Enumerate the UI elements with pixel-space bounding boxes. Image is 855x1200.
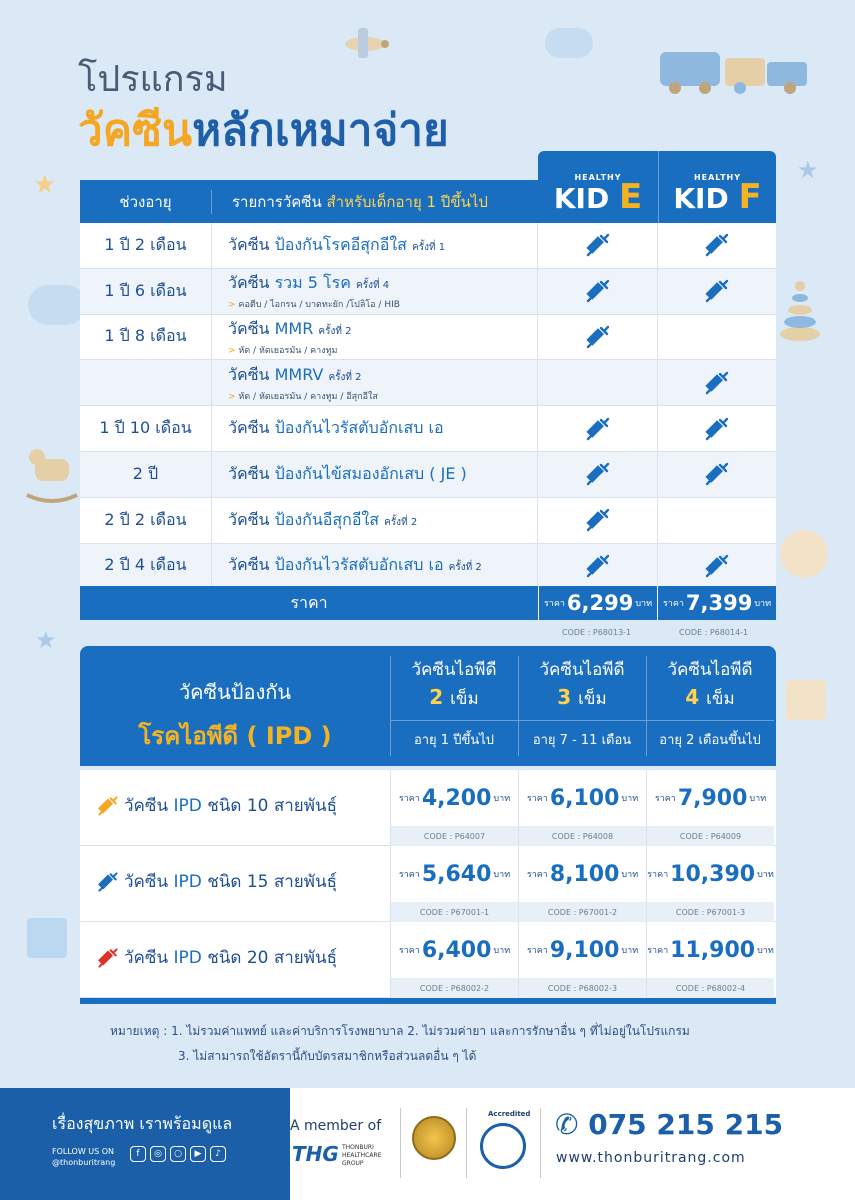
ipd-vaccine-name xyxy=(96,944,337,971)
row-age: 1 ปี 6 เดือน xyxy=(80,269,212,314)
syringe-icon xyxy=(703,369,731,397)
vaccine-sub: > หัด / หัดเยอรมัน / คางทูม xyxy=(228,345,338,356)
ipd-code: CODE : P68002-4 xyxy=(646,978,774,998)
row-age: 1 ปี 8 เดือน xyxy=(80,315,212,360)
block-toy-illustration xyxy=(27,918,67,958)
ipd-prefix: วัคซีน xyxy=(124,948,169,968)
note-line2: 3. ไม่สามารถใช้อัตรานี้กับบัตรสมาชิกหรือส่วนลดอื่น ๆ ได้ xyxy=(178,1049,477,1063)
vaccine-disease: MMR xyxy=(274,318,314,338)
price-value: 10,390 xyxy=(670,861,756,887)
ipd-strain: ชนิด 10 สายพันธุ์ xyxy=(207,796,337,816)
price-kid-f xyxy=(657,586,776,620)
price-prefix: ราคา xyxy=(398,946,420,956)
header-list-label: รายการวัคซีน xyxy=(232,192,322,211)
code-kid-f: CODE : P68014-1 xyxy=(679,628,749,637)
note-line1: หมายเหตุ : 1. ไม่รวมค่าแพทย์ และค่าบริการโรงพยาบาล 2. ไม่รวมค่ายา และการรักษาอื่น ๆ ที่ไม่อยู่ในโปรแกรม xyxy=(110,1024,690,1038)
website-link[interactable]: www.thonburitrang.com xyxy=(556,1150,746,1166)
ipd-prefix: วัคซีน xyxy=(124,796,169,816)
header-age: ช่วงอายุ xyxy=(80,190,212,214)
vaccine-name xyxy=(228,233,537,258)
syringe-icon xyxy=(584,506,612,534)
row-age: 1 ปี 2 เดือน xyxy=(80,223,212,268)
vaccine-sub: > คอตีบ / ไอกรน / บาดทะยัก /โปลิโอ / HIB xyxy=(228,300,400,311)
ipd-tag: IPD xyxy=(173,947,202,968)
col-dose-num: 4 xyxy=(685,685,700,709)
ipd-strain: ชนิด 15 สายพันธุ์ xyxy=(207,872,337,892)
price-unit: บาท xyxy=(493,870,511,880)
vaccine-sub-text: หัด / หัดเยอรมัน / คางทูม / อีสุกอีใส xyxy=(238,391,378,402)
row-vaccine xyxy=(212,223,538,268)
row-vaccine xyxy=(212,498,538,543)
ipd-code: CODE : P64008 xyxy=(518,826,646,846)
col-age: อายุ 2 เดือนขึ้นไป xyxy=(646,720,774,750)
thg-logo: THG xyxy=(292,1142,339,1166)
line-icon[interactable]: ○ xyxy=(170,1146,186,1162)
row-age: 1 ปี 10 เดือน xyxy=(80,406,212,451)
price-value: 8,100 xyxy=(549,861,620,887)
ipd-price-cell xyxy=(518,770,646,826)
syringe-icon xyxy=(584,323,612,351)
phone-text: 075 215 215 xyxy=(588,1108,784,1141)
table1-body xyxy=(80,223,776,589)
footer-slogan: เรื่องสุขภาพ เราพร้อมดูแล xyxy=(52,1114,233,1133)
star-decoration: ★ xyxy=(797,156,819,184)
ipd-code: CODE : P68002-2 xyxy=(390,978,518,998)
vaccine-prefix: วัคซีน xyxy=(228,318,270,338)
row-vaccine xyxy=(212,360,538,405)
ipd-column-header xyxy=(518,656,646,750)
price-unit: บาท xyxy=(757,870,774,880)
thg-subtitle xyxy=(342,1144,381,1168)
syringe-icon xyxy=(703,460,731,488)
row-vaccine xyxy=(212,452,538,497)
table-row xyxy=(80,544,776,590)
cell-kid-f xyxy=(658,269,776,314)
ipd-code: CODE : P67001-2 xyxy=(518,902,646,922)
col-title: วัคซีนไอพีดี xyxy=(667,660,753,680)
cloud-decoration xyxy=(780,530,828,578)
ipd-code: CODE : P68002-3 xyxy=(518,978,646,998)
cell-kid-e xyxy=(538,360,658,405)
price-unit: บาท xyxy=(754,599,772,609)
ipd-column-header xyxy=(646,656,774,750)
member-of-label: A member of xyxy=(290,1118,382,1134)
vaccine-prefix: วัคซีน xyxy=(228,555,270,575)
col-age: อายุ 1 ปีขึ้นไป xyxy=(390,720,518,750)
block-toy-illustration xyxy=(786,680,826,720)
cell-kid-e xyxy=(538,498,658,543)
col-dose-num: 3 xyxy=(557,685,572,709)
price-unit: บาท xyxy=(493,946,511,956)
price-value: 9,100 xyxy=(549,937,620,963)
vaccine-disease: ป้องกันโรคอีสุกอีใส xyxy=(274,234,407,254)
vaccine-sub-text: คอตีบ / ไอกรน / บาดทะยัก /โปลิโอ / HIB xyxy=(238,300,400,311)
price-unit: บาท xyxy=(621,946,639,956)
cell-kid-f xyxy=(658,315,776,360)
syringe-icon xyxy=(96,870,120,894)
vaccine-name xyxy=(228,317,537,342)
syringe-icon xyxy=(703,415,731,443)
cell-kid-f xyxy=(658,498,776,543)
table-row xyxy=(80,269,776,315)
price-prefix: ราคา xyxy=(543,599,565,609)
row-vaccine xyxy=(212,315,538,360)
vaccine-name xyxy=(228,508,537,533)
vaccine-name xyxy=(228,416,537,441)
phone-icon: ✆ xyxy=(555,1108,579,1141)
price-unit: บาท xyxy=(493,794,511,804)
price-prefix: ราคา xyxy=(526,870,548,880)
kid-f-letter: F xyxy=(738,177,762,217)
table1-price-row xyxy=(80,586,776,620)
footer xyxy=(0,1088,855,1200)
package-kid-f-header xyxy=(658,151,776,223)
vaccine-prefix: วัคซีน xyxy=(228,509,270,529)
stacking-toy-illustration xyxy=(778,276,822,342)
row-age: 2 ปี xyxy=(80,452,212,497)
title-package: หลักเหมาจ่าย xyxy=(192,105,449,156)
syringe-icon xyxy=(584,231,612,259)
cell-kid-e xyxy=(538,544,658,589)
syringe-icon xyxy=(96,946,120,970)
ipd-price-cell xyxy=(646,922,774,978)
ipd-price-cell xyxy=(518,922,646,978)
syringe-icon xyxy=(703,231,731,259)
ipd-vaccine-name xyxy=(96,792,337,819)
vaccine-disease: ป้องกันอีสุกอีใส xyxy=(274,509,380,529)
ipd-label-a: วัคซีนป้องกัน xyxy=(178,680,292,704)
thg-sub-2: HEALTHCARE xyxy=(342,1152,382,1159)
col-dose-unit: เข็ม xyxy=(578,689,607,709)
price-value: 7,900 xyxy=(677,785,748,811)
title-vaccine: วัคซีน xyxy=(78,105,193,156)
vaccine-dose: ครั้งที่ 2 xyxy=(328,371,362,383)
ipd-code: CODE : P64007 xyxy=(390,826,518,846)
cell-kid-f xyxy=(658,223,776,268)
facebook-icon[interactable]: f xyxy=(130,1146,146,1162)
kid-f-healthy: HEALTHY xyxy=(693,173,742,182)
header-list-highlight: สำหรับเด็กอายุ 1 ปีขึ้นไป xyxy=(326,192,488,211)
price-prefix: ราคา xyxy=(526,794,548,804)
cell-kid-f xyxy=(658,406,776,451)
row-age xyxy=(80,360,212,405)
ipd-price-cell xyxy=(646,770,774,826)
table-row xyxy=(80,846,776,922)
vaccine-prefix: วัคซีน xyxy=(228,463,270,483)
price-prefix: ราคา xyxy=(654,794,676,804)
vaccine-disease: MMRV xyxy=(274,364,324,384)
ipd-price-cell xyxy=(390,846,518,902)
table1-header xyxy=(80,180,538,223)
social-handle: @thonburitrang xyxy=(52,1158,116,1167)
kid-e-kid: KID xyxy=(553,182,610,215)
follow-us xyxy=(52,1146,115,1168)
vaccine-name xyxy=(228,271,537,296)
follow-label: FOLLOW US ON xyxy=(52,1147,115,1156)
divider xyxy=(466,1108,467,1178)
kid-f-kid: KID xyxy=(673,182,729,215)
ipd-strain: ชนิด 20 สายพันธุ์ xyxy=(207,948,337,968)
ipd-code: CODE : P64009 xyxy=(646,826,774,846)
ipd-code: CODE : P67001-3 xyxy=(646,902,774,922)
vaccine-disease: ป้องกันไวรัสตับอักเสบ เอ xyxy=(274,555,444,575)
ipd-column-header xyxy=(390,656,518,750)
vaccine-disease: ป้องกันไข้สมองอักเสบ ( JE ) xyxy=(274,463,467,483)
code-kid-e: CODE : P68013-1 xyxy=(562,628,632,637)
kid-e-letter: E xyxy=(618,177,643,217)
cell-kid-e xyxy=(538,452,658,497)
vaccine-name xyxy=(228,553,537,578)
table-row xyxy=(80,223,776,269)
cell-kid-e xyxy=(538,406,658,451)
price-prefix: ราคา xyxy=(662,599,684,609)
ipd-price-cell xyxy=(646,846,774,902)
cell-kid-f xyxy=(658,360,776,405)
cloud-decoration xyxy=(545,28,593,58)
divider xyxy=(400,1108,401,1178)
row-age: 2 ปี 2 เดือน xyxy=(80,498,212,543)
table-row xyxy=(80,315,776,361)
cell-kid-e xyxy=(538,269,658,314)
price-unit: บาท xyxy=(757,946,774,956)
vaccine-prefix: วัคซีน xyxy=(228,273,270,293)
footer-left-panel xyxy=(0,1088,290,1200)
package-kid-e-header xyxy=(538,151,658,223)
price-value: 5,640 xyxy=(421,861,492,887)
vaccine-dose: ครั้งที่ 2 xyxy=(448,562,482,574)
table2-header xyxy=(80,646,776,766)
social-icons xyxy=(130,1146,226,1162)
table-row xyxy=(80,406,776,452)
cell-kid-f xyxy=(658,544,776,589)
star-decoration: ★ xyxy=(35,626,57,654)
col-doses xyxy=(390,685,518,712)
price-label: ราคา xyxy=(290,592,328,612)
thg-sub-1: THONBURI xyxy=(342,1144,374,1151)
ipd-label xyxy=(80,676,390,755)
vaccine-disease: ป้องกันไวรัสตับอักเสบ เอ xyxy=(274,418,444,438)
ipd-price-cell xyxy=(390,770,518,826)
cell-kid-e xyxy=(538,315,658,360)
vaccine-dose: ครั้งที่ 4 xyxy=(356,280,390,292)
row-vaccine xyxy=(212,269,538,314)
ipd-tag: IPD xyxy=(173,871,202,892)
kid-e-healthy: HEALTHY xyxy=(574,173,622,182)
table-row xyxy=(80,498,776,544)
cell-kid-e xyxy=(538,223,658,268)
divider xyxy=(540,1108,541,1178)
table2-body xyxy=(80,770,776,998)
price-unit: บาท xyxy=(635,599,653,609)
table2-bottom-bar xyxy=(80,998,776,1004)
table-row xyxy=(80,922,776,998)
price-prefix: ราคา xyxy=(398,870,420,880)
vaccine-sub: > หัด / หัดเยอรมัน / คางทูม / อีสุกอีใส xyxy=(228,391,378,402)
syringe-icon xyxy=(584,552,612,580)
table-row xyxy=(80,452,776,498)
page-title-line1: โปรแกรม xyxy=(78,59,228,100)
price-value: 6,100 xyxy=(549,785,620,811)
col-dose-unit: เข็ม xyxy=(706,689,735,709)
airplane-illustration xyxy=(330,20,400,64)
ipd-code: CODE : P67001-1 xyxy=(390,902,518,922)
vaccine-name xyxy=(228,462,537,487)
ipd-prefix: วัคซีน xyxy=(124,872,169,892)
page-title-line2 xyxy=(78,95,449,165)
vaccine-prefix: วัคซีน xyxy=(228,234,270,254)
vaccine-prefix: วัคซีน xyxy=(228,364,270,384)
price-prefix: ราคา xyxy=(398,794,420,804)
vaccine-sub-text: หัด / หัดเยอรมัน / คางทูม xyxy=(238,345,338,356)
price-unit: บาท xyxy=(749,794,767,804)
price-kid-e xyxy=(538,586,657,620)
col-doses xyxy=(518,685,646,712)
price-value: 7,399 xyxy=(685,591,753,615)
ipd-price-cell xyxy=(390,922,518,978)
syringe-icon xyxy=(703,552,731,580)
instagram-icon[interactable]: ◎ xyxy=(150,1146,166,1162)
tiktok-icon[interactable]: ♪ xyxy=(210,1146,226,1162)
price-value: 11,900 xyxy=(670,937,756,963)
col-title: วัคซีนไอพีดี xyxy=(539,660,625,680)
vaccine-prefix: วัคซีน xyxy=(228,418,270,438)
vaccine-dose: ครั้งที่ 2 xyxy=(384,516,418,528)
vaccine-dose: ครั้งที่ 1 xyxy=(412,241,446,253)
table-row xyxy=(80,770,776,846)
rocking-horse-illustration xyxy=(25,445,80,505)
price-value: 4,200 xyxy=(421,785,492,811)
syringe-icon xyxy=(703,277,731,305)
syringe-icon xyxy=(584,460,612,488)
vaccine-disease: รวม 5 โรค xyxy=(274,273,351,293)
row-vaccine xyxy=(212,406,538,451)
youtube-icon[interactable]: ▶ xyxy=(190,1146,206,1162)
price-prefix: ราคา xyxy=(526,946,548,956)
price-unit: บาท xyxy=(621,870,639,880)
train-illustration xyxy=(655,40,815,95)
syringe-icon xyxy=(96,794,120,818)
phone-number[interactable] xyxy=(555,1108,783,1141)
ipd-vaccine-name xyxy=(96,868,337,895)
star-decoration: ★ xyxy=(33,170,57,200)
accredited-label: Accredited xyxy=(488,1110,531,1118)
price-prefix: ราคา xyxy=(647,870,669,880)
accreditation-badge-icon xyxy=(480,1123,526,1169)
thg-sub-3: GROUP xyxy=(342,1160,364,1167)
col-dose-num: 2 xyxy=(429,685,444,709)
table-row xyxy=(80,360,776,406)
row-vaccine xyxy=(212,544,538,589)
syringe-icon xyxy=(584,277,612,305)
col-dose-unit: เข็ม xyxy=(450,689,479,709)
ipd-price-cell xyxy=(518,846,646,902)
price-value: 6,400 xyxy=(421,937,492,963)
price-unit: บาท xyxy=(621,794,639,804)
cloud-decoration xyxy=(28,285,86,325)
ipd-label-b: โรคไอพีดี ( IPD ) xyxy=(138,722,332,750)
vaccine-name xyxy=(228,363,537,388)
header-vaccine-list xyxy=(212,190,488,214)
vaccine-dose: ครั้งที่ 2 xyxy=(318,325,352,337)
cell-kid-f xyxy=(658,452,776,497)
col-doses xyxy=(646,685,774,712)
col-age: อายุ 7 - 11 เดือน xyxy=(518,720,646,750)
syringe-icon xyxy=(584,415,612,443)
price-value: 6,299 xyxy=(566,591,634,615)
col-title: วัคซีนไอพีดี xyxy=(411,660,497,680)
row-age: 2 ปี 4 เดือน xyxy=(80,544,212,589)
ipd-tag: IPD xyxy=(173,795,202,816)
award-badge-icon xyxy=(412,1116,456,1160)
price-prefix: ราคา xyxy=(647,946,669,956)
